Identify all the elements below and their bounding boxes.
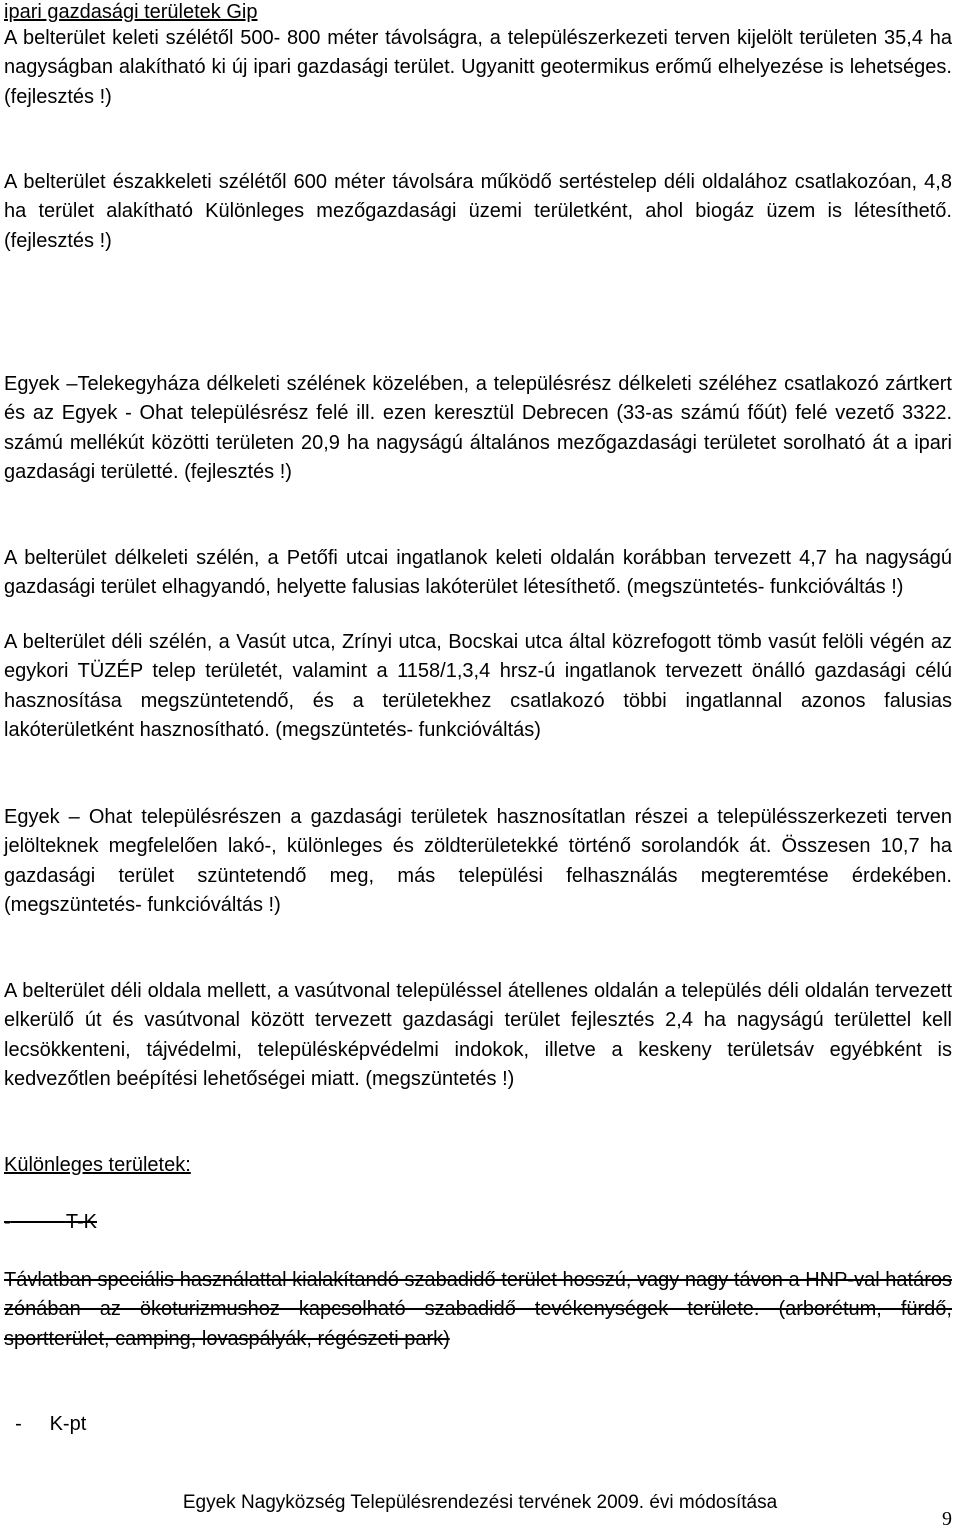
paragraph-railway: A belterület déli oldala mellett, a vasútvonal településsel átellenes oldalán a település déli oldalán tervezett elkerülő út és vasútvonal között tervezett gazdasági terület fejlesztés 2,4 ha nagyságú területtel kell lecsökkenteni, tájvédelmi, településképvédelmi indokok, illetve a keskeny területsáv egyébként is kedvezőtlen beépítési lehetőségei miatt. (megszüntetés !) [4,980,952,1090]
tk-item [4,1208,97,1237]
kpt-label: K-pt [49,1413,87,1435]
paragraph-ohat: Egyek – Ohat településrészen a gazdasági területek hasznosítatlan részei a településszerkezeti terven jelölteknek megfelelően lakó-, különleges és zöldterületekké történő sorolandók át. Összesen 10,7 ha gazdasági terület szüntetendő meg, más települési felhasználás megteremtése érdekében. (megszüntetés- funkcióváltás !) [4,806,952,916]
tk-dash: - [4,1211,11,1233]
page-footer: Egyek Nagyközség Településrendezési tervének 2009. évi módosítása [182,1492,778,1513]
paragraph-tuzep: A belterület déli szélén, a Vasút utca, Zrínyi utca, Bocskai utca által közrefogott tömb vasút felöli végén az egykori TÜZÉP telep területét, valamint a 1158/1,3,4 hrsz-ú ingatlanok tervezett önálló gazdasági célú hasznosítása megszüntetendő, és a területekhez csatlakozó többi ingatlannal azonos falusias lakóterületként hasznosítható. (megszüntetés- funkcióváltás) [4,631,952,741]
kpt-item [4,1410,86,1439]
page-number: 9 [942,1508,952,1530]
section-heading: ipari gazdasági területek Gip [4,1,258,23]
paragraph-tk-struck: Távlatban speciális használattal kialakítandó szabadidő terület hosszú, vagy nagy távon a HNP-val határos zónában az ökoturizmushoz kapcsolható szabadidő tevékenységek területe. (arborétum, fürdő, sportterület, camping, lovaspályák, régészeti park) [4,1269,952,1350]
tk-label: T-K [65,1211,98,1233]
paragraph-biogas: A belterület északkeleti szélétől 600 méter távolsára működő sertéstelep déli oldalához csatlakozóan, 4,8 ha terület alakítható Különleges mezőgazdasági üzemi területként, ahol biogáz üzem is létesíthető. (fejlesztés !) [4,171,952,252]
paragraph-petofi: A belterület délkeleti szélén, a Petőfi utcai ingatlanok keleti oldalán korábban tervezett 4,7 ha nagyságú gazdasági terület elhagyandó, helyette falusias lakóterület létesíthető. (megszüntetés- funkcióváltás !) [4,547,952,599]
paragraph-geothermal: A belterület keleti szélétől 500- 800 méter távolságra, a települészerkezeti terven kijelölt területen 35,4 ha nagyságban alakítható ki új ipari gazdasági terület. Ugyanitt geotermikus erőmű elhelyezése is lehetséges. (fejlesztés !) [4,27,952,108]
paragraph-telekegyhaza: Egyek –Telekegyháza délkeleti szélének közelében, a településrész délkeleti széléhez csatlakozó zártkert és az Egyek - Ohat településrész felé ill. ezen keresztül Debrecen (33-as számú főút) felé vezető 3322. számú mellékút közötti területen 20,9 ha nagyságú általános mezőgazdasági területet sorolható át a ipari gazdasági területté. (fejlesztés !) [4,373,952,483]
kpt-dash: - [15,1413,22,1435]
special-areas-heading: Különleges területek: [4,1154,191,1176]
